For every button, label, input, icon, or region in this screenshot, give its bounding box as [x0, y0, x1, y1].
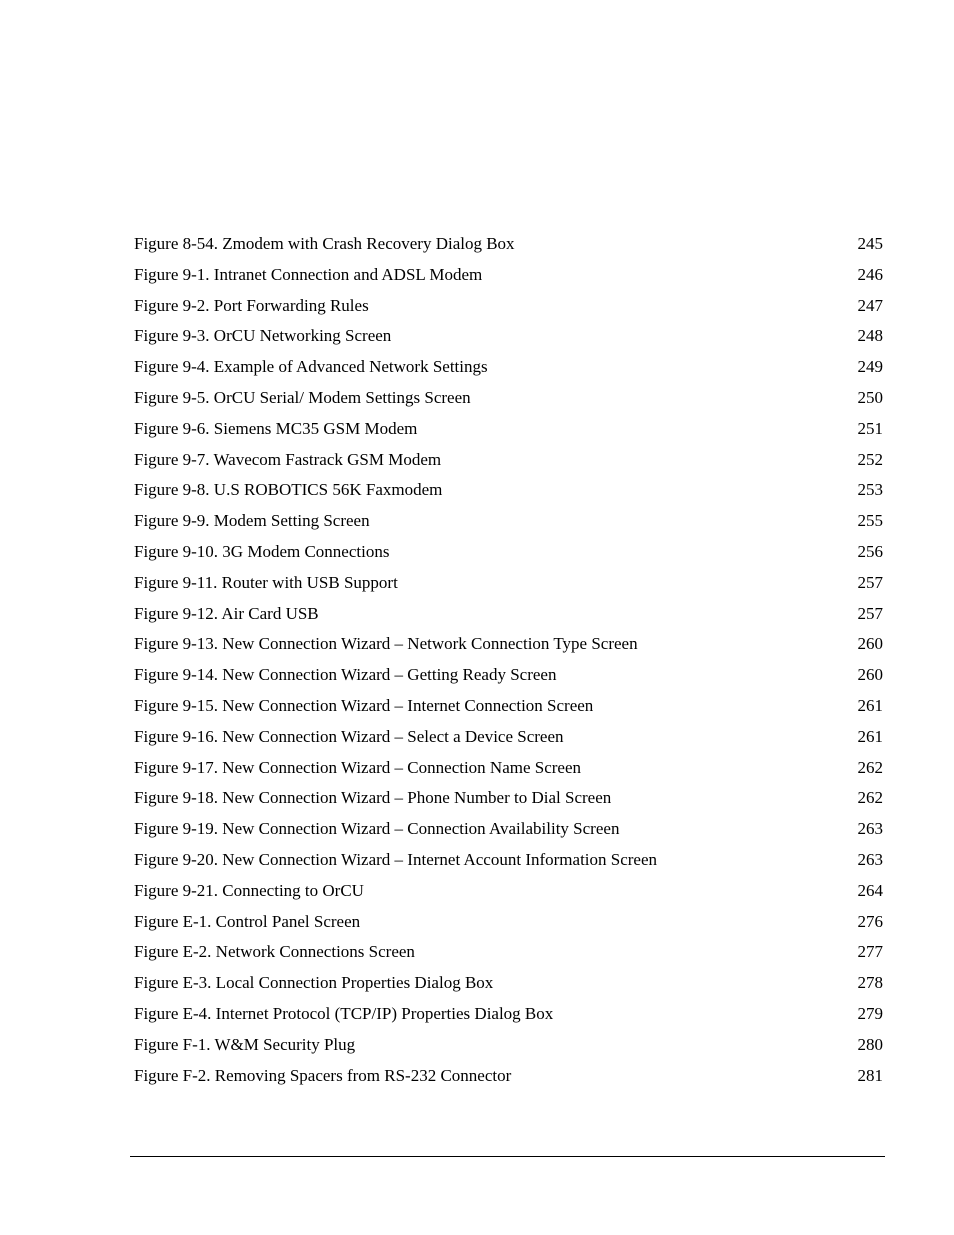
toc-entry[interactable]	[134, 383, 883, 414]
toc-entry-page-number: 263	[857, 849, 883, 869]
toc-entry-page-number: 252	[857, 449, 883, 469]
toc-entry[interactable]	[134, 629, 883, 660]
toc-entry-page-number: 261	[857, 726, 883, 746]
toc-entry-title: Figure 9-13. New Connection Wizard – Network Connection Type Screen	[134, 634, 638, 654]
toc-entry-page-number: 253	[857, 480, 883, 500]
toc-entry[interactable]	[134, 506, 883, 537]
toc-entry[interactable]	[134, 291, 883, 322]
toc-entry-page-number: 277	[857, 942, 883, 962]
toc-entry[interactable]	[134, 475, 883, 506]
toc-entry-title: Figure 9-15. New Connection Wizard – Internet Connection Screen	[134, 695, 594, 715]
toc-entry-title: Figure 9-10. 3G Modem Connections	[134, 541, 390, 561]
toc-entry[interactable]	[134, 937, 883, 968]
toc-entry[interactable]	[134, 968, 883, 999]
toc-entry-page-number: 257	[857, 572, 883, 592]
toc-entry[interactable]	[134, 814, 883, 845]
toc-entry-page-number: 247	[857, 295, 883, 315]
toc-entry[interactable]	[134, 599, 883, 630]
footer-divider	[130, 1156, 885, 1157]
toc-entry-title: Figure 9-2. Port Forwarding Rules	[134, 295, 369, 315]
toc-entry[interactable]	[134, 907, 883, 938]
toc-entry[interactable]	[134, 1030, 883, 1061]
toc-entry-page-number: 260	[857, 634, 883, 654]
toc-entry-page-number: 251	[857, 418, 883, 438]
toc-entry-page-number: 279	[857, 1003, 883, 1023]
toc-entry-title: Figure 8-54. Zmodem with Crash Recovery Dialog Box	[134, 234, 515, 253]
toc-entry-page-number: 260	[857, 665, 883, 685]
toc-entry-title: Figure 9-6. Siemens MC35 GSM Modem	[134, 418, 418, 438]
toc-entry[interactable]	[134, 999, 883, 1030]
toc-entry-title: Figure 9-20. New Connection Wizard – Internet Account Information Screen	[134, 849, 658, 869]
toc-entry-title: Figure 9-11. Router with USB Support	[134, 572, 398, 592]
toc-entry-page-number: 261	[857, 695, 883, 715]
toc-entry-title: Figure 9-1. Intranet Connection and ADSL Modem	[134, 264, 483, 284]
toc-entry-title: Figure 9-5. OrCU Serial/ Modem Settings Screen	[134, 387, 471, 407]
toc-entry-title: Figure E-1. Control Panel Screen	[134, 911, 361, 931]
toc-entry-title: Figure 9-19. New Connection Wizard – Connection Availability Screen	[134, 819, 620, 839]
toc-entry-page-number: 264	[857, 880, 883, 900]
toc-entry[interactable]	[134, 229, 883, 260]
toc-entry[interactable]	[134, 691, 883, 722]
toc-entry[interactable]	[134, 352, 883, 383]
toc-entry-title: Figure E-2. Network Connections Screen	[134, 942, 415, 962]
toc-entry[interactable]	[134, 568, 883, 599]
toc-entry-title: Figure 9-17. New Connection Wizard – Connection Name Screen	[134, 757, 582, 777]
toc-entry-page-number: 245	[857, 234, 883, 253]
toc-entry[interactable]	[134, 660, 883, 691]
toc-entry[interactable]	[134, 783, 883, 814]
toc-entry-title: Figure 9-4. Example of Advanced Network Settings	[134, 357, 488, 377]
toc-entry-title: Figure 9-16. New Connection Wizard – Select a Device Screen	[134, 726, 564, 746]
toc-entry[interactable]	[134, 753, 883, 784]
toc-entry-page-number: 278	[857, 973, 883, 993]
toc-entry-title: Figure 9-3. OrCU Networking Screen	[134, 326, 392, 346]
toc-entry-title: Figure 9-7. Wavecom Fastrack GSM Modem	[134, 449, 442, 469]
toc-entry-title: Figure F-2. Removing Spacers from RS-232 Connector	[134, 1065, 512, 1085]
toc-entry-page-number: 281	[857, 1065, 883, 1085]
toc-entry-page-number: 256	[857, 541, 883, 561]
toc-entry-title: Figure E-4. Internet Protocol (TCP/IP) Properties Dialog Box	[134, 1003, 554, 1023]
toc-entry-page-number: 263	[857, 819, 883, 839]
toc-entry[interactable]	[134, 876, 883, 907]
toc-entry-title: Figure 9-14. New Connection Wizard – Getting Ready Screen	[134, 665, 557, 685]
toc-entry[interactable]	[134, 537, 883, 568]
toc-entry-title: Figure 9-9. Modem Setting Screen	[134, 511, 370, 531]
toc-entry-page-number: 250	[857, 387, 883, 407]
toc-entry-title: Figure 9-8. U.S ROBOTICS 56K Faxmodem	[134, 480, 443, 500]
toc-entry-page-number: 255	[857, 511, 883, 531]
toc-entry[interactable]	[134, 722, 883, 753]
toc-entry[interactable]	[134, 445, 883, 476]
toc-entry-title: Figure 9-12. Air Card USB	[134, 603, 319, 623]
toc-entry-title: Figure 9-21. Connecting to OrCU	[134, 880, 364, 900]
toc-entry-page-number: 248	[857, 326, 883, 346]
toc-entry[interactable]	[134, 260, 883, 291]
toc-entry[interactable]	[134, 845, 883, 876]
toc-entry-page-number: 262	[857, 757, 883, 777]
toc-entry[interactable]	[134, 1061, 883, 1092]
toc-entry-page-number: 280	[857, 1034, 883, 1054]
toc-entry[interactable]	[134, 321, 883, 352]
toc-entry-title: Figure 9-18. New Connection Wizard – Phone Number to Dial Screen	[134, 788, 612, 808]
toc-entry-title: Figure E-3. Local Connection Properties Dialog Box	[134, 973, 494, 993]
toc-entry-page-number: 262	[857, 788, 883, 808]
toc-entry[interactable]	[134, 414, 883, 445]
list-of-figures	[134, 229, 883, 1091]
toc-entry-title: Figure F-1. W&M Security Plug	[134, 1034, 356, 1054]
toc-entry-page-number: 246	[857, 264, 883, 284]
toc-entry-page-number: 276	[857, 911, 883, 931]
toc-entry-page-number: 249	[857, 357, 883, 377]
toc-entry-page-number: 257	[857, 603, 883, 623]
